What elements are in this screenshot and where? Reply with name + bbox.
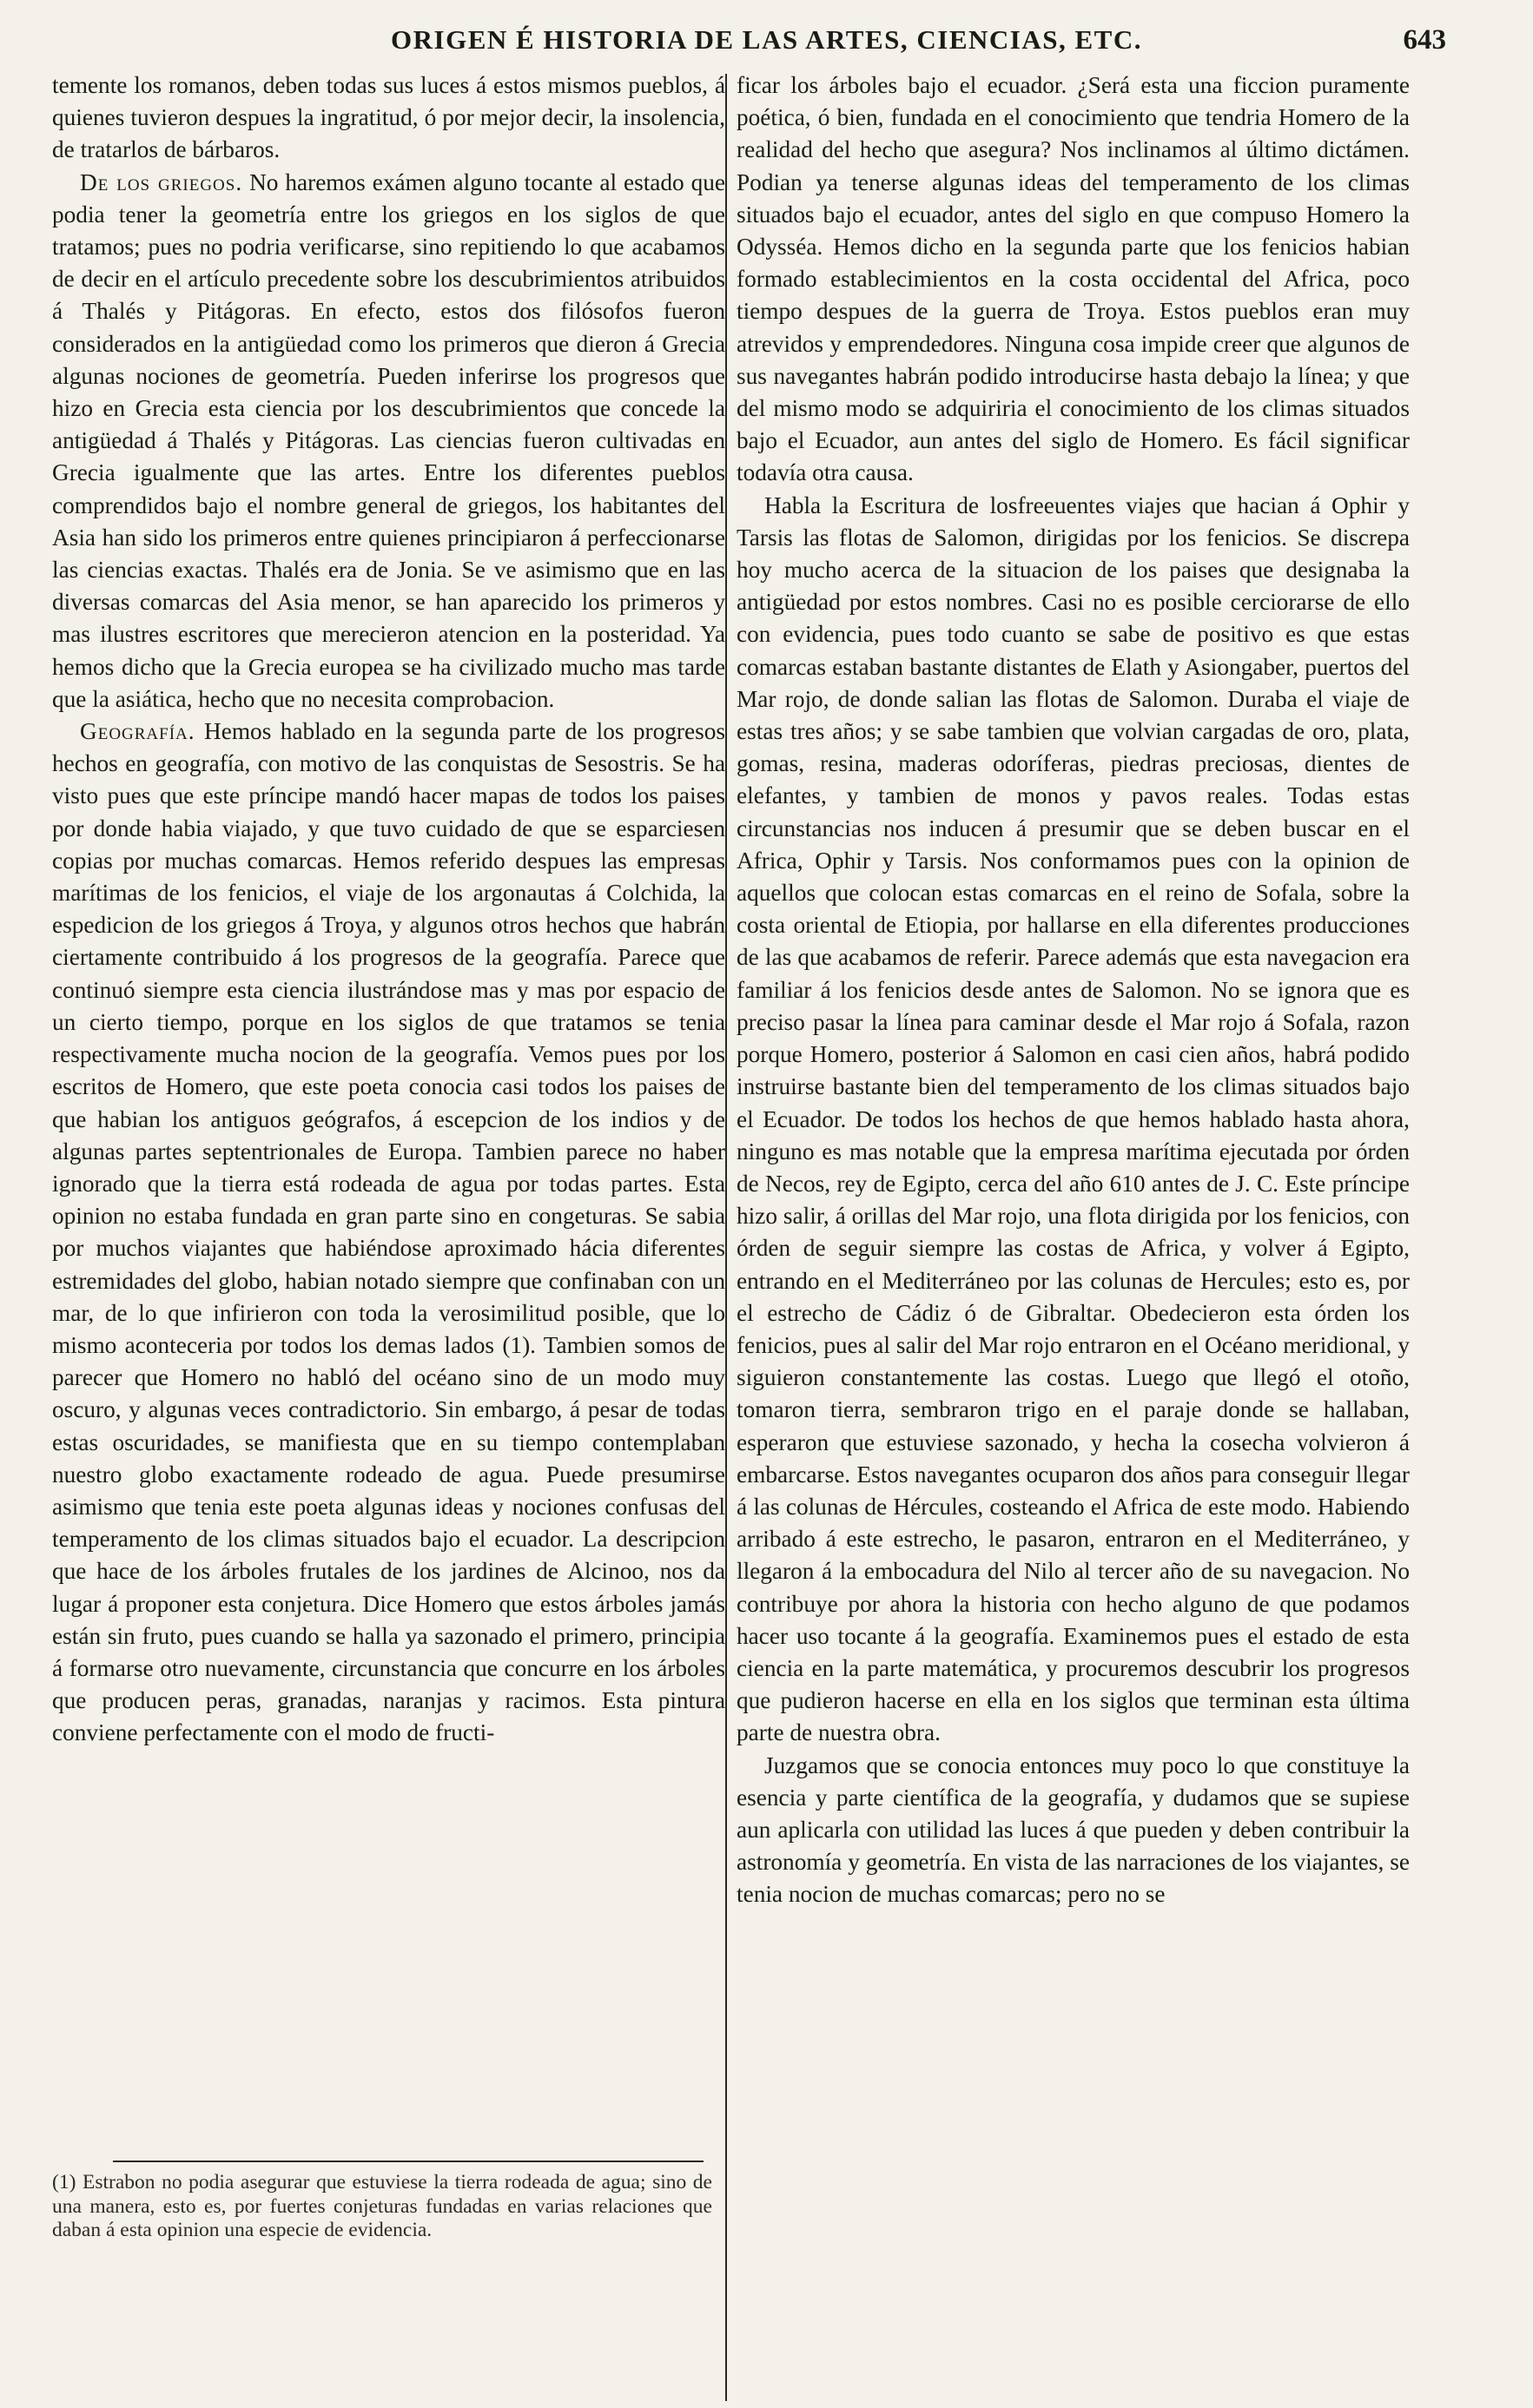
page-number: 643: [1403, 24, 1446, 56]
section-lead-griegos: De los griegos.: [80, 168, 243, 195]
paragraph-geografia: [52, 716, 725, 1750]
paragraph-geografia-text: Hemos hablado en la segunda parte de los progresos hechos en geografía, con motivo de las conquistas de Sesostris. Se ha visto pues que este príncipe mandó hacer mapas de todos los paises por donde habia viajado, y que tuvo cuidado de que se esparciesen copias por muchas comarcas. Hemos referido despues las empresas marítimas de los fenicios, el viaje de los argonautas á Colchida, la espedicion de los griegos á Troya, y algunos otros hechos que habrán ciertamente contribuido á los progresos de la geografía. Parece que continuó siempre esta ciencia ilustrándose mas y mas por espacio de un cierto tiempo, porque en los siglos de que tratamos se tenia respectivamente mucha nocion de la geografía. Vemos pues por los escritos de Homero, que este poeta conocia casi todos los paises de que habian los antiguos geógrafos, á escepcion de los indios y de algunas partes septentrionales de Europa. Tambien parece no haber ignorado que la tierra está rodeada de agua por todas partes. Esta opinion no estaba fundada en gran parte sino en congeturas. Se sabia por muchos viajantes que habiéndose aproximado hácia diferentes estremidades del globo, habian notado siempre que confinaban con un mar, de lo que infirieron con toda la verosimilitud posible, que lo mismo aconteceria por todos los demas lados (1). Tambien somos de parecer que Homero no habló del océano sino de un modo muy oscuro, y algunas veces contradictorio. Sin embargo, á pesar de todas estas oscuridades, se manifiesta que en su tiempo contemplaban nuestro globo exactamente rodeado de agua. Puede presumirse asimismo que tenia este poeta algunas ideas y nociones confusas del temperamento de los climas situados bajo el ecuador. La descripcion que hace de los árboles frutales de los jardines de Alcinoo, nos da lugar á proponer esta conjetura. Dice Homero que estos árboles jamás están sin fruto, pues cuando se halla ya sazonado el primero, principia á formarse otro nuevamente, circunstancia que concurre en los árboles que producen peras, granadas, naranjas y racimos. Esta pintura conviene perfectamente con el modo de fructi-: [52, 718, 725, 1746]
paragraph-griegos: [52, 167, 725, 716]
right-column: [737, 69, 1410, 1911]
left-column: [52, 69, 725, 1750]
page-header: [52, 24, 1481, 68]
paragraph-continuation: temente los romanos, deben todas sus luces á estos mismos pueblos, á quienes tuvieron despues la ingratitud, ó por mejor decir, la insolencia, de tratarlos de bárbaros.: [52, 72, 725, 163]
column-divider: [725, 74, 727, 2401]
footnote: (1) Estrabon no podia asegurar que estuviese la tierra rodeada de agua; sino de una manera, esto es, por fuertes conjeturas fundadas en varias relaciones que daban á esta opinion una especie de evidencia.: [52, 2171, 712, 2241]
paragraph-ophir-tarsis: Habla la Escritura de losfreeuentes viajes que hacian á Ophir y Tarsis las flotas de Salomon, dirigidas por los fenicios. Se discrepa hoy mucho acerca de la situacion de los paises que designaba la antigüedad por estos nombres. Casi no es posible cerciorarse de ello con evidencia, pues todo cuanto se sabe de positivo es que estas comarcas estaban bastante distantes de Elath y Asiongaber, puertos del Mar rojo, de donde salian las flotas de Salomon. Duraba el viaje de estas tres años; y se sabe tambien que volvian cargadas de oro, plata, gomas, resina, maderas odoríferas, piedras preciosas, dientes de elefantes, y tambien de monos y pavos reales. Todas estas circunstancias nos inducen á presumir que se deben buscar en el Africa, Ophir y Tarsis. Nos conformamos pues con la opinion de aquellos que colocan estas comarcas en el reino de Sofala, sobre la costa oriental de Etiopia, por hallarse en ella diferentes producciones de las que acabamos de referir. Parece además que esta navegacion era familiar á los fenicios desde antes de Salomon. No se ignora que es preciso pasar la línea para caminar desde el Mar rojo á Sofala, razon porque Homero, posterior á Salomon en casi cien años, habrá podido instruirse bastante bien del temperamento de los climas situados bajo el Ecuador. De todos los hechos de que hemos hablado hasta ahora, ninguno es mas notable que la empresa marítima ejecutada por órden de Necos, rey de Egipto, cerca del año 610 antes de J. C. Este príncipe hizo salir, á orillas del Mar rojo, una flota dirigida por los fenicios, con órden de seguir siempre las costas de Africa, y volver á Egipto, entrando en el Mediterráneo por las colunas de Hercules; esto es, por el estrecho de Cádiz ó de Gibraltar. Obedecieron esta órden los fenicios, pues al salir del Mar rojo entraron en el Océano meridional, y siguieron constantemente las costas. Luego que llegó el otoño, tomaron tierra, sembraron trigo en el paraje donde se hallaban, esperaron que estuviese sazonado, y hecha la cosecha volvieron á embarcarse. Estos navegantes ocuparon dos años para conseguir llegar á las colunas de Hércules, costeando el Africa de este modo. Habiendo arribado á este estrecho, le pasaron, entraron en el Mediterráneo, y llegaron á la embocadura del Nilo al tercer año de su navegacion. No contribuye por ahora la historia con hecho alguno de que podamos hacer uso tocante á la geografía. Examinemos pues el estado de esta ciencia en la parte matemática, y procuremos descubrir los progresos que pudieron hacerse en ella en los siglos que terminan esta última parte de nuestra obra.: [737, 491, 1410, 1746]
paragraph-griegos-text: No haremos exámen alguno tocante al estado que podia tener la geometría entre los griegos en los siglos de que tratamos; pues no podria verificarse, sino repitiendo lo que acabamos de decir en el artículo precedente sobre los descubrimientos atribuidos á Thalés y Pitágoras. En efecto, estos dos filósofos fueron considerados en la antigüedad como los primeros que dieron á Grecia algunas nociones de geometría. Pueden inferirse los progresos que hizo en Grecia esta ciencia por los descubrimientos que concede la antigüedad á Thalés y Pitágoras. Las ciencias fueron cultivadas en Grecia igualmente que las artes. Entre los diferentes pueblos comprendidos bajo el nombre general de griegos, los habitantes del Asia han sido los primeros entre quienes principiaron á perfeccionarse las ciencias exactas. Thalés era de Jonia. Se ve asimismo que en las diversas comarcas del Asia menor, se han aparecido los primeros y mas ilustres escritores que merecieron atencion en la posteridad. Ya hemos dicho que la Grecia europea se ha civilizado mucho mas tarde que la asiática, hecho que no necesita comprobacion.: [52, 168, 726, 712]
running-title: ORIGEN É HISTORIA DE LAS ARTES, CIENCIAS, ETC.: [391, 24, 1142, 55]
footnote-divider: [113, 2161, 704, 2162]
section-lead-geografia: Geografía.: [80, 718, 195, 745]
paragraph-continuation-right: ficar los árboles bajo el ecuador. ¿Será esta una ficcion puramente poética, ó bien, fundada en el conocimiento que tendria Homero de la realidad del hecho que asegura? Nos inclinamos al último dictámen. Podian ya tenerse algunas ideas del temperamento de los climas situados bajo el ecuador, antes del siglo en que compuso Homero la Odysséa. Hemos dicho en la segunda parte que los fenicios habian formado establecimientos en la costa occidental del Africa, poco tiempo despues de la guerra de Troya. Estos pueblos eran muy atrevidos y emprendedores. Ninguna cosa impide creer que algunos de sus navegantes habrán podido introducirse hasta debajo la línea; y que del mismo modo se adquiriria el conocimiento de los climas situados bajo el Ecuador, aun antes del siglo de Homero. Es fácil significar todavía otra causa.: [737, 72, 1410, 486]
paragraph-conclusion: Juzgamos que se conocia entonces muy poco lo que constituye la esencia y parte científica de la geografía, y dudamos que se supiese aun aplicarla con utilidad las luces á que pueden y deben contribuir la astronomía y geometría. En vista de las narraciones de los viajantes, se tenia nocion de muchas comarcas; pero no se: [737, 1752, 1410, 1908]
